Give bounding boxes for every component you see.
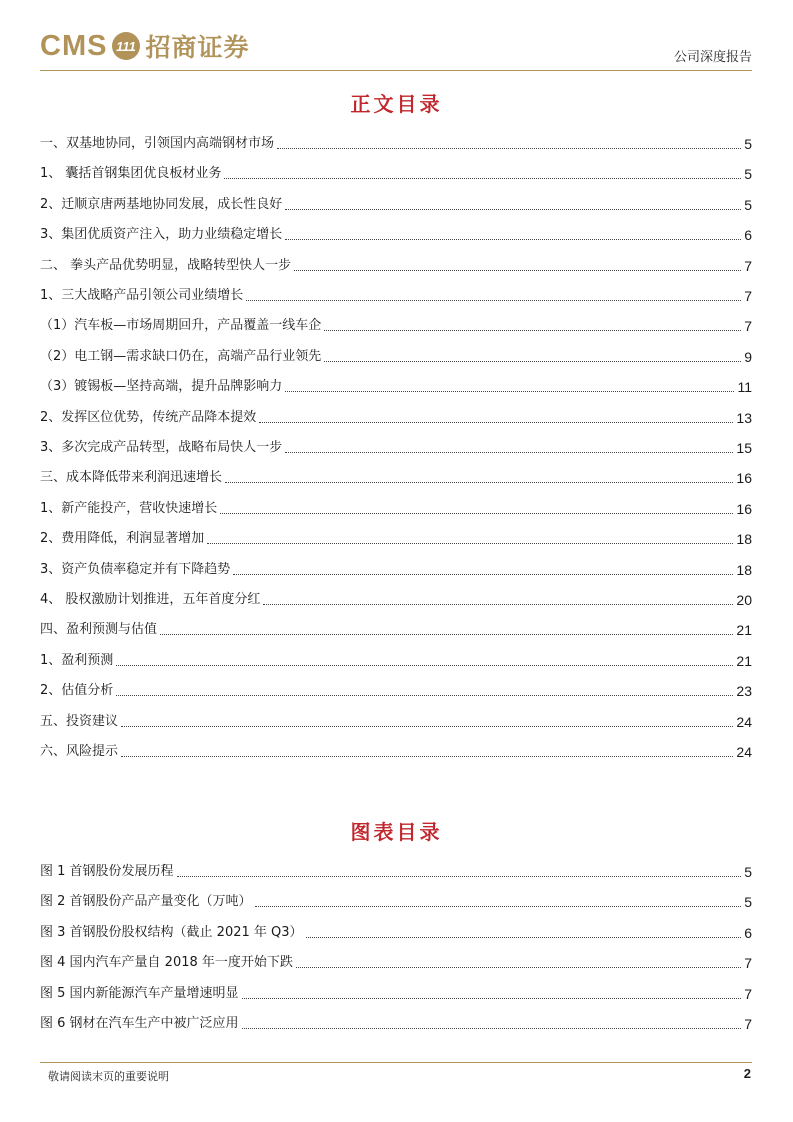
toc-entry-label: 2、发挥区位优势，传统产品降本提效 xyxy=(40,409,257,425)
toc-dot-leader xyxy=(294,270,741,271)
toc-entry-label: （2）电工钢—需求缺口仍在，高端产品行业领先 xyxy=(40,348,322,364)
toc-dot-leader xyxy=(224,178,741,179)
toc-entry[interactable] xyxy=(40,560,752,578)
toc-entry-page-number: 16 xyxy=(736,500,752,517)
toc-entry-page-number: 7 xyxy=(744,288,752,304)
toc-dot-leader xyxy=(233,574,733,575)
toc-dot-leader xyxy=(263,604,733,605)
footer-page-number: 2 xyxy=(743,1066,751,1081)
toc-dot-leader xyxy=(116,695,733,696)
toc-entry[interactable] xyxy=(40,438,752,456)
toc-entry-page-number: 5 xyxy=(744,894,752,911)
toc-entry-page-number: 24 xyxy=(736,744,752,760)
toc-entry[interactable] xyxy=(40,742,752,760)
toc-dot-leader xyxy=(285,239,741,240)
toc-entry-label: 2、迁顺京唐两基地协同发展，成长性良好 xyxy=(40,196,283,212)
main-toc-title: 正文目录 xyxy=(350,92,443,116)
toc-entry-page-number: 13 xyxy=(736,409,752,426)
toc-entry[interactable] xyxy=(40,408,752,426)
toc-entry-label: 图 4 国内汽车产量自 2018 年一度开始下跌 xyxy=(40,955,293,971)
footer-divider xyxy=(40,1062,752,1063)
toc-dot-leader xyxy=(285,391,734,392)
toc-entry[interactable] xyxy=(40,892,752,910)
toc-entry-label: 1、新产能投产，营收快速增长 xyxy=(40,500,218,516)
toc-entry[interactable] xyxy=(40,377,752,395)
toc-entry-page-number: 7 xyxy=(744,1016,752,1032)
toc-entry[interactable] xyxy=(40,286,752,304)
footer-disclaimer-note: 敬请阅读末页的重要说明 xyxy=(48,1070,169,1083)
toc-entry[interactable] xyxy=(40,953,752,971)
page-header xyxy=(40,26,752,70)
toc-entry-page-number: 23 xyxy=(736,683,752,700)
toc-dot-leader xyxy=(324,361,741,362)
svg-text:111: 111 xyxy=(116,39,137,54)
toc-entry[interactable] xyxy=(40,195,752,213)
toc-dot-leader xyxy=(121,756,733,757)
toc-entry-label: 2、费用降低，利润显著增加 xyxy=(40,531,205,547)
toc-entry-page-number: 9 xyxy=(744,348,752,365)
toc-entry-label: 3、多次完成产品转型，战略布局快人一步 xyxy=(40,440,283,455)
toc-entry-page-number: 7 xyxy=(744,318,752,335)
toc-dot-leader xyxy=(220,513,733,514)
toc-entry[interactable] xyxy=(40,862,752,880)
company-logo xyxy=(40,28,249,64)
toc-entry[interactable] xyxy=(40,347,752,365)
toc-entry-page-number: 15 xyxy=(736,440,752,456)
toc-entry-label: 3、资产负债率稳定并有下降趋势 xyxy=(40,561,231,577)
toc-entry[interactable] xyxy=(40,923,752,941)
toc-entry[interactable] xyxy=(40,316,752,334)
toc-entry[interactable] xyxy=(40,468,752,486)
toc-entry-label: （1）汽车板—市场周期回升，产品覆盖一线车企 xyxy=(40,318,322,334)
toc-entry-page-number: 6 xyxy=(744,924,752,941)
toc-entry-page-number: 20 xyxy=(736,592,752,608)
toc-dot-leader xyxy=(306,937,742,938)
toc-dot-leader xyxy=(285,452,733,453)
logo-badge-icon xyxy=(111,31,141,61)
logo-company-name: 招商证券 xyxy=(145,33,250,62)
toc-entry[interactable] xyxy=(40,712,752,730)
toc-entry-label: 一、双基地协同，引领国内高端钢材市场 xyxy=(40,136,275,151)
toc-entry[interactable] xyxy=(40,529,752,547)
toc-entry-label: 三、成本降低带来利润迅速增长 xyxy=(40,470,223,486)
toc-entry-page-number: 21 xyxy=(736,652,752,669)
toc-entry-label: 图 6 钢材在汽车生产中被广泛应用 xyxy=(40,1016,239,1031)
toc-entry-page-number: 5 xyxy=(744,166,752,183)
toc-entry-label: 3、集团优质资产注入，助力业绩稳定增长 xyxy=(40,227,283,243)
toc-entry[interactable] xyxy=(40,164,752,182)
toc-dot-leader xyxy=(177,876,742,877)
toc-entry-label: 五、投资建议 xyxy=(40,713,119,729)
toc-entry-page-number: 24 xyxy=(736,713,752,730)
toc-dot-leader xyxy=(207,543,733,544)
toc-dot-leader xyxy=(259,422,733,423)
toc-entry-label: 四、盈利预测与估值 xyxy=(40,622,158,638)
toc-entry-label: 图 2 首钢股份产品产量变化（万吨） xyxy=(40,894,252,910)
toc-entry[interactable] xyxy=(40,225,752,243)
toc-entry-page-number: 11 xyxy=(737,379,752,396)
toc-entry-label: （3）镀锡板—坚持高端，提升品牌影响力 xyxy=(40,379,283,395)
toc-entry-page-number: 7 xyxy=(744,955,752,972)
figure-toc-title: 图表目录 xyxy=(350,820,443,844)
toc-dot-leader xyxy=(121,726,733,727)
header-divider xyxy=(40,70,752,71)
toc-dot-leader xyxy=(296,967,741,968)
toc-entry[interactable] xyxy=(40,590,752,608)
toc-entry-page-number: 5 xyxy=(744,864,752,880)
toc-dot-leader xyxy=(116,665,733,666)
toc-dot-leader xyxy=(242,1028,742,1029)
toc-dot-leader xyxy=(246,300,741,301)
logo-cms-text: CMS xyxy=(40,29,108,62)
toc-entry-page-number: 7 xyxy=(744,257,752,274)
report-type-label: 公司深度报告 xyxy=(673,50,752,65)
toc-entry[interactable] xyxy=(40,651,752,669)
toc-entry[interactable] xyxy=(40,984,752,1002)
toc-entry[interactable] xyxy=(40,134,752,152)
toc-entry-page-number: 7 xyxy=(744,985,752,1002)
toc-dot-leader xyxy=(277,148,741,149)
toc-dot-leader xyxy=(242,998,742,999)
toc-entry-label: 4、 股权激励计划推进，五年首度分红 xyxy=(40,592,261,607)
toc-entry-page-number: 16 xyxy=(736,470,752,487)
toc-entry[interactable] xyxy=(40,681,752,699)
toc-entry-label: 二、 拳头产品优势明显，战略转型快人一步 xyxy=(40,257,292,273)
toc-entry-page-number: 5 xyxy=(744,196,752,213)
toc-entry-label: 图 5 国内新能源汽车产量增速明显 xyxy=(40,985,239,1001)
toc-entry-label: 图 3 首钢股份股权结构（截止 2021 年 Q3） xyxy=(40,924,303,940)
toc-dot-leader xyxy=(324,330,741,331)
toc-entry-label: 1、盈利预测 xyxy=(40,652,114,668)
toc-entry[interactable] xyxy=(40,1014,752,1032)
toc-dot-leader xyxy=(285,209,741,210)
toc-entry-page-number: 5 xyxy=(744,136,752,152)
toc-entry-label: 图 1 首钢股份发展历程 xyxy=(40,864,174,879)
toc-entry-label: 六、风险提示 xyxy=(40,744,119,759)
toc-entry-label: 1、 囊括首钢集团优良板材业务 xyxy=(40,166,222,182)
toc-entry-page-number: 18 xyxy=(736,531,752,548)
toc-entry[interactable] xyxy=(40,620,752,638)
toc-dot-leader xyxy=(255,906,742,907)
toc-dot-leader xyxy=(225,482,733,483)
toc-dot-leader xyxy=(160,634,733,635)
toc-entry-page-number: 21 xyxy=(736,622,752,639)
toc-entry[interactable] xyxy=(40,256,752,274)
toc-entry[interactable] xyxy=(40,499,752,517)
toc-entry-page-number: 18 xyxy=(736,561,752,578)
toc-entry-label: 1、三大战略产品引领公司业绩增长 xyxy=(40,288,244,303)
toc-entry-page-number: 6 xyxy=(744,227,752,244)
toc-entry-label: 2、估值分析 xyxy=(40,683,114,699)
